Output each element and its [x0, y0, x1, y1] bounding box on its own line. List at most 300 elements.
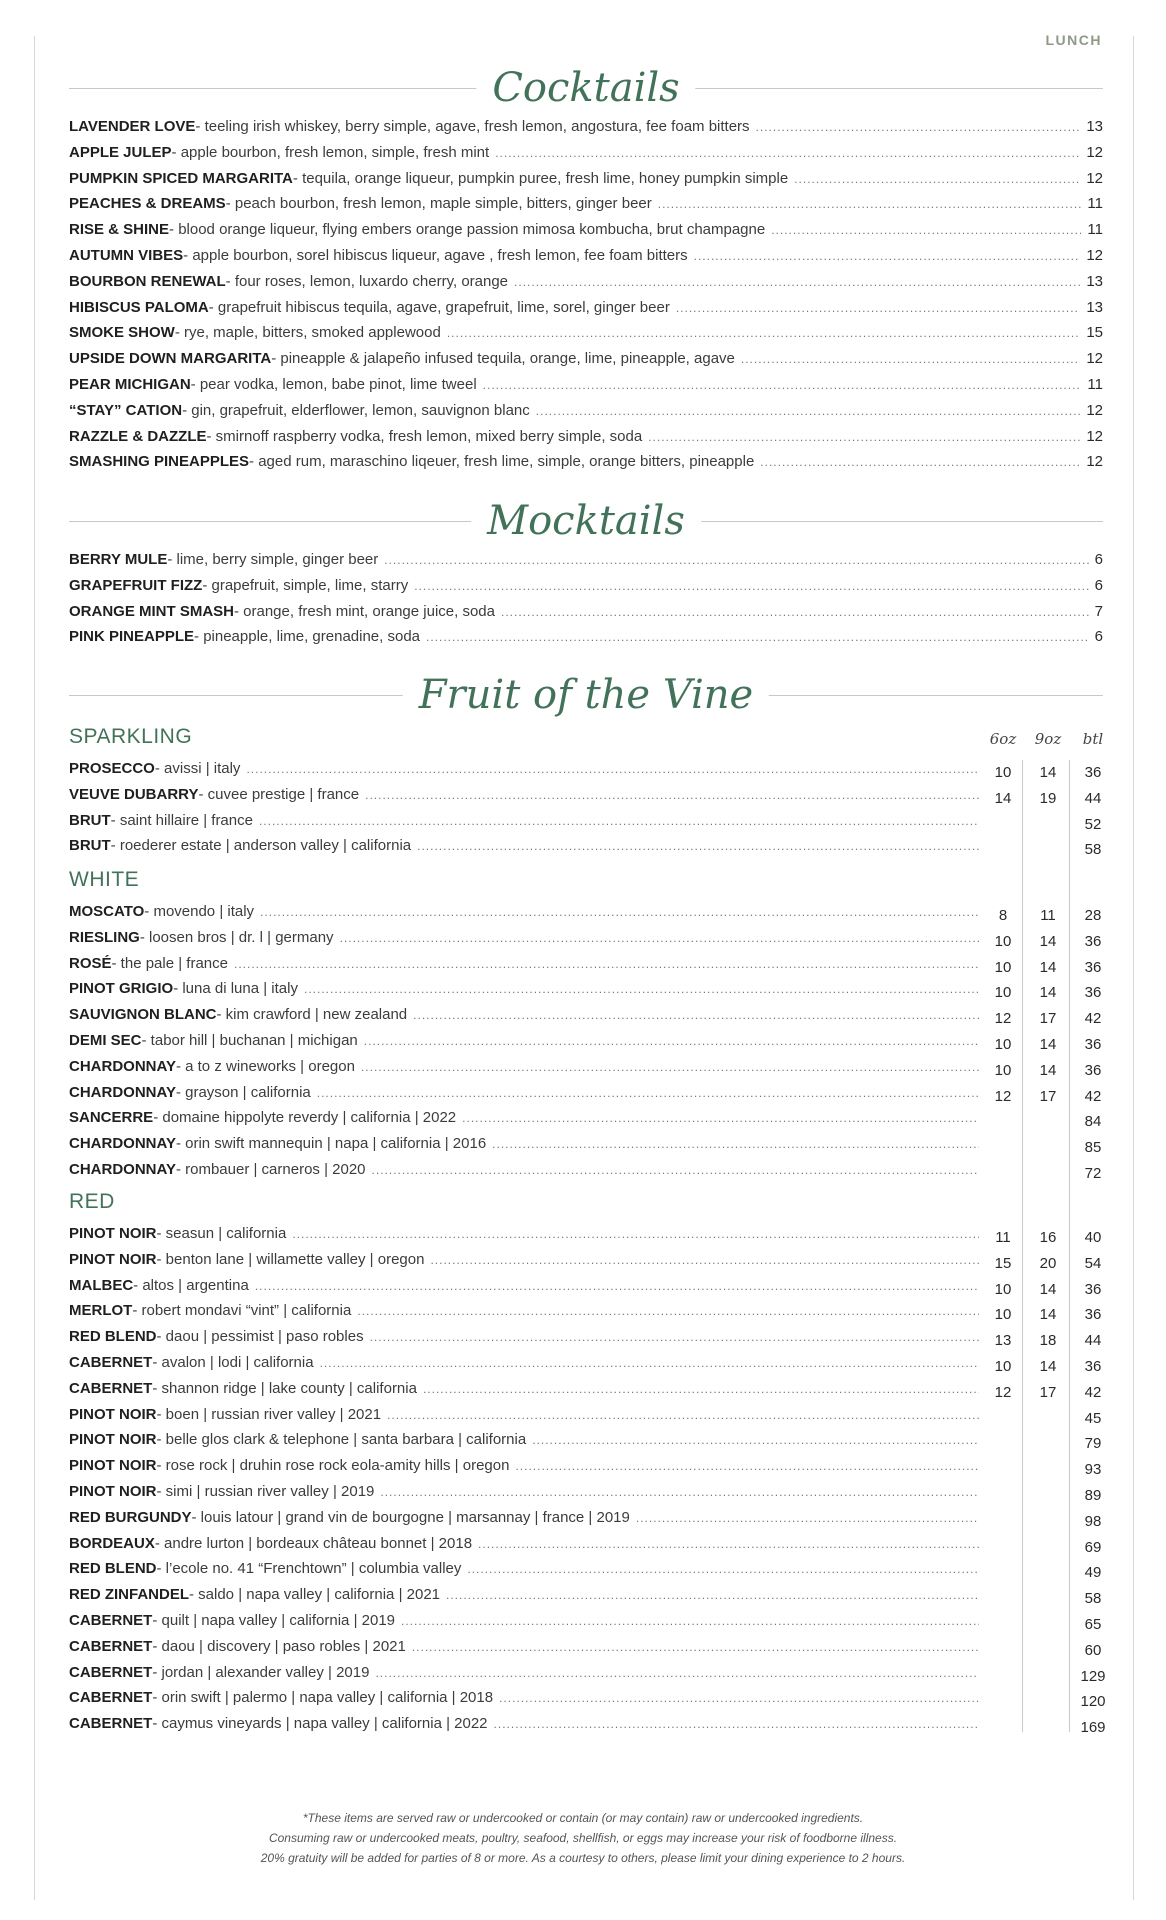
- cocktails-heading: [69, 63, 1103, 113]
- item-price: 12: [1086, 453, 1103, 471]
- menu-item: [69, 376, 1103, 402]
- mocktails-heading: [69, 496, 1103, 546]
- wine-price-p9: 11: [1040, 907, 1056, 924]
- item-name: RED ZINFANDEL: [69, 1586, 189, 1604]
- wine-price-p9: 18: [1039, 1332, 1057, 1350]
- menu-item: [69, 1084, 983, 1110]
- wine-category-title: RED: [69, 1190, 115, 1213]
- item-description: - belle glos clark & telephone | santa barbara | california: [156, 1431, 527, 1449]
- dot-leader: [246, 762, 979, 776]
- item-name: RIESLING: [69, 928, 140, 946]
- wine-price-p9: [1028, 1638, 1068, 1664]
- wine-price-btl: 60: [1084, 1641, 1102, 1659]
- item-description: - saint hillaire | france: [110, 811, 253, 829]
- item-name: DEMI SEC: [69, 1031, 142, 1049]
- lunch-label: LUNCH: [1045, 32, 1102, 48]
- item-price: 6: [1094, 576, 1103, 594]
- dot-leader: [694, 249, 1081, 263]
- item-name: CHARDONNAY: [69, 1083, 176, 1101]
- wine-price-btl: 42: [1084, 1010, 1102, 1028]
- menu-item: [69, 1328, 983, 1354]
- menu-item: [69, 428, 1103, 454]
- item-description: - aged rum, maraschino liqeuer, fresh lime, simple, orange bitters, pineapple: [249, 453, 755, 471]
- wine-price-p9: [1028, 1431, 1068, 1457]
- item-description: - daou | discovery | paso robles | 2021: [152, 1637, 406, 1655]
- menu-item: [69, 1302, 983, 1328]
- item-price: 12: [1086, 143, 1103, 161]
- dot-leader: [426, 630, 1089, 644]
- item-name: SMOKE SHOW: [69, 324, 175, 342]
- dot-leader: [364, 1034, 979, 1048]
- item-description: - rose rock | druhin rose rock eola-amity hills | oregon: [156, 1457, 510, 1475]
- wine-price-btl: 84: [1084, 1113, 1102, 1131]
- wine-category-list: [69, 760, 983, 863]
- dot-leader: [401, 1614, 979, 1628]
- menu-item: [69, 118, 1103, 144]
- item-description: - seasun | california: [156, 1225, 287, 1242]
- wine-price-btl: 54: [1084, 1254, 1102, 1272]
- item-name: PINOT NOIR: [69, 1457, 157, 1475]
- dot-leader: [756, 120, 1081, 134]
- dot-leader: [794, 172, 1080, 186]
- item-name: SAUVIGNON BLANC: [69, 1006, 217, 1024]
- wine-price-btl: 85: [1084, 1139, 1102, 1157]
- wine-price-btl: 89: [1084, 1486, 1102, 1504]
- wine-price-p6: [983, 1431, 1023, 1457]
- menu-item: [69, 1225, 983, 1251]
- dot-leader: [387, 1408, 979, 1422]
- wine-price-btl: 36: [1084, 1357, 1102, 1375]
- dot-leader: [771, 223, 1081, 237]
- wine-price-p9: [1028, 1560, 1068, 1586]
- footer-notes: [0, 1808, 1166, 1868]
- wine-price-p6: [983, 1689, 1023, 1715]
- price-column-p9: [1028, 903, 1068, 1187]
- wine-price-p6: [983, 1135, 1023, 1161]
- dot-leader: [361, 1060, 979, 1074]
- dot-leader: [234, 957, 979, 971]
- item-description: - daou | pessimist | paso robles: [156, 1328, 364, 1346]
- wine-heading: [69, 670, 1103, 720]
- item-description: - pineapple & jalapeño infused tequila, orange, lime, pineapple, agave: [271, 350, 735, 368]
- item-name: CABERNET: [69, 1689, 153, 1707]
- item-name: CHARDONNAY: [69, 1135, 176, 1153]
- item-name: AUTUMN VIBES: [69, 246, 184, 264]
- wine-price-p6: [983, 1638, 1023, 1664]
- item-name: “STAY” CATION: [69, 401, 183, 419]
- item-description: - orin swift | palermo | napa valley | california | 2018: [152, 1689, 494, 1707]
- dot-leader: [372, 1163, 979, 1177]
- item-name: ROSÉ: [69, 954, 112, 972]
- wine-price-p9: 17: [1039, 1010, 1057, 1028]
- dot-leader: [501, 605, 1089, 619]
- item-price: 13: [1086, 298, 1103, 316]
- menu-item: [69, 1689, 983, 1715]
- wine-price-p9: [1028, 1406, 1068, 1432]
- wine-price-btl: 45: [1084, 1409, 1102, 1427]
- dot-leader: [495, 146, 1080, 160]
- dot-leader: [467, 1562, 979, 1576]
- wine-price-btl: 36: [1084, 958, 1102, 976]
- wine-price-p9: 20: [1039, 1254, 1057, 1272]
- item-description: - lime, berry simple, ginger beer: [167, 551, 379, 568]
- left-border-line: [34, 36, 35, 1900]
- menu-item: [69, 402, 1103, 428]
- menu-item: [69, 453, 1103, 479]
- wine-category-title: SPARKLING: [69, 725, 193, 748]
- item-name: PEACHES & DREAMS: [69, 195, 226, 213]
- menu-item: [69, 170, 1103, 196]
- wine-price-p6: [983, 812, 1023, 838]
- price-column-p6: [983, 1225, 1023, 1741]
- item-price: 12: [1086, 401, 1103, 419]
- dot-leader: [494, 1717, 979, 1731]
- menu-item: [69, 603, 1103, 629]
- menu-item: [69, 1058, 983, 1084]
- item-name: PINOT NOIR: [69, 1250, 157, 1268]
- item-description: - gin, grapefruit, elderflower, lemon, sauvignon blanc: [182, 401, 530, 419]
- wine-price-p9: [1028, 1664, 1068, 1690]
- wine-price-btl: 98: [1084, 1512, 1102, 1530]
- wine-price-btl: 28: [1084, 907, 1102, 924]
- menu-item: [69, 628, 1103, 654]
- wine-price-btl: 36: [1084, 932, 1102, 950]
- item-description: - grapefruit hibiscus tequila, agave, grapefruit, lime, sorel, ginger beer: [208, 298, 670, 316]
- dot-leader: [483, 378, 1082, 392]
- item-price: 12: [1086, 169, 1103, 187]
- item-description: - teeling irish whiskey, berry simple, agave, fresh lemon, angostura, fee foam bitters: [195, 118, 750, 135]
- item-description: - kim crawford | new zealand: [216, 1006, 408, 1024]
- wine-price-p9: 14: [1039, 1035, 1057, 1053]
- wine-price-p6: [983, 837, 1023, 863]
- item-price: 15: [1086, 324, 1103, 342]
- menu-item: [69, 1006, 983, 1032]
- footer-line-3: 20% gratuity will be added for parties of 8 or more. As a courtesy to others, please limit your dining experience to 2 hours.: [260, 1851, 906, 1865]
- cocktails-title: Cocktails: [476, 63, 695, 113]
- wine-price-p6: [983, 1161, 1023, 1187]
- item-description: - boen | russian river valley | 2021: [156, 1405, 382, 1423]
- menu-item: [69, 903, 983, 929]
- wine-price-p9: [1028, 1109, 1068, 1135]
- cocktail-list: [69, 118, 1103, 479]
- item-name: CHARDONNAY: [69, 1160, 176, 1178]
- wine-price-p6: 12: [994, 1010, 1012, 1028]
- menu-item: [69, 1612, 983, 1638]
- wine-price-btl: 52: [1084, 815, 1102, 833]
- menu-item: [69, 1509, 983, 1535]
- item-name: APPLE JULEP: [69, 143, 172, 161]
- item-price: 12: [1086, 246, 1103, 264]
- item-description: - a to z wineworks | oregon: [175, 1057, 355, 1075]
- dot-leader: [340, 931, 979, 945]
- item-description: - orange, fresh mint, orange juice, soda: [234, 602, 495, 620]
- menu-item: [69, 1715, 983, 1741]
- item-description: - quilt | napa valley | california | 2019: [152, 1611, 396, 1629]
- dot-leader: [423, 1382, 979, 1396]
- item-name: SMASHING PINEAPPLES: [69, 453, 250, 471]
- mocktail-list: [69, 551, 1103, 654]
- item-name: ORANGE MINT SMASH: [69, 602, 234, 620]
- item-name: PROSECCO: [69, 760, 155, 777]
- wine-price-btl: 44: [1084, 1332, 1102, 1350]
- item-description: - tequila, orange liqueur, pumpkin puree, fresh lime, honey pumpkin simple: [292, 169, 789, 187]
- item-name: CABERNET: [69, 1611, 153, 1629]
- wine-price-p6: [983, 1586, 1023, 1612]
- wine-price-p9: 17: [1039, 1087, 1057, 1105]
- dot-leader: [648, 430, 1080, 444]
- item-description: - saldo | napa valley | california | 2021: [189, 1586, 441, 1604]
- dot-leader: [413, 1008, 979, 1022]
- dot-leader: [260, 905, 979, 919]
- item-description: - altos | argentina: [133, 1276, 249, 1294]
- wine-price-p9: 17: [1039, 1383, 1057, 1401]
- menu-item: [69, 1664, 983, 1690]
- item-price: 6: [1094, 551, 1103, 568]
- wine-price-btl: 40: [1084, 1229, 1102, 1246]
- dot-leader: [412, 1640, 979, 1654]
- dot-leader: [259, 814, 979, 828]
- wine-price-p6: [983, 1483, 1023, 1509]
- wine-price-btl: 79: [1084, 1435, 1102, 1453]
- item-description: - smirnoff raspberry vodka, fresh lemon, mixed berry simple, soda: [206, 427, 643, 445]
- wine-price-p9: [1028, 1715, 1068, 1741]
- footer-line-1: *These items are served raw or undercooked or contain (or may contain) raw or undercooked ingredients.: [302, 1811, 864, 1825]
- menu-item: [69, 1638, 983, 1664]
- wine-price-p6: [983, 1457, 1023, 1483]
- item-description: - simi | russian river valley | 2019: [156, 1482, 375, 1500]
- menu-item: [69, 577, 1103, 603]
- wine-price-p6: 8: [998, 907, 1008, 924]
- column-header-9oz: 9oz: [1034, 730, 1062, 748]
- wine-price-btl: 69: [1084, 1538, 1102, 1556]
- price-column-p9: [1028, 760, 1068, 863]
- wine-price-btl: 44: [1084, 789, 1102, 807]
- item-name: BORDEAUX: [69, 1534, 155, 1552]
- wine-price-p6: 10: [994, 1280, 1012, 1298]
- item-price: 13: [1086, 272, 1103, 290]
- item-price: 11: [1087, 221, 1103, 239]
- item-name: BOURBON RENEWAL: [69, 272, 226, 290]
- menu-item: [69, 1535, 983, 1561]
- wine-price-p9: [1028, 1535, 1068, 1561]
- dot-leader: [499, 1691, 979, 1705]
- dot-leader: [515, 1459, 979, 1473]
- wine-price-p6: 10: [994, 1306, 1012, 1324]
- item-name: BRUT: [69, 837, 111, 855]
- item-price: 6: [1094, 628, 1103, 646]
- item-description: - shannon ridge | lake county | california: [152, 1379, 417, 1397]
- wine-category-list: [69, 1225, 983, 1741]
- item-price: 7: [1094, 602, 1103, 620]
- wine-price-p6: 11: [995, 1229, 1011, 1246]
- wine-price-btl: 72: [1084, 1164, 1102, 1182]
- wine-price-p9: 14: [1039, 764, 1057, 781]
- wine-price-btl: 93: [1084, 1461, 1102, 1479]
- item-description: - caymus vineyards | napa valley | california | 2022: [152, 1715, 488, 1733]
- item-description: - cuvee prestige | france: [198, 785, 360, 803]
- dot-leader: [536, 404, 1081, 418]
- wine-price-p6: 12: [994, 1087, 1012, 1105]
- wine-price-p9: 19: [1039, 789, 1057, 807]
- wine-price-p9: 14: [1039, 1357, 1057, 1375]
- menu-item: [69, 247, 1103, 273]
- item-name: PUMPKIN SPICED MARGARITA: [69, 169, 293, 187]
- dot-leader: [375, 1666, 979, 1680]
- dot-leader: [760, 455, 1080, 469]
- column-header-btl: btl: [1082, 730, 1104, 748]
- mocktails-title: Mocktails: [471, 496, 701, 546]
- wine-price-p6: 10: [994, 958, 1012, 976]
- menu-item: [69, 144, 1103, 170]
- wine-price-btl: 42: [1084, 1383, 1102, 1401]
- dot-leader: [636, 1511, 979, 1525]
- menu-item: [69, 1431, 983, 1457]
- item-description: - peach bourbon, fresh lemon, maple simple, bitters, ginger beer: [225, 195, 652, 213]
- item-description: - loosen bros | dr. l | germany: [139, 928, 334, 946]
- item-price: 13: [1086, 118, 1103, 135]
- menu-item: [69, 551, 1103, 577]
- dot-leader: [492, 1137, 979, 1151]
- column-header-6oz: 6oz: [989, 730, 1017, 748]
- item-name: RISE & SHINE: [69, 221, 170, 239]
- item-name: PINOT NOIR: [69, 1225, 157, 1242]
- wine-price-p6: 13: [994, 1332, 1012, 1350]
- item-description: - jordan | alexander valley | 2019: [152, 1663, 370, 1681]
- wine-price-p9: [1028, 837, 1068, 863]
- menu-item: [69, 1354, 983, 1380]
- menu-item: [69, 837, 983, 863]
- item-price: 11: [1087, 195, 1103, 213]
- price-column-p6: [983, 903, 1023, 1187]
- dot-leader: [292, 1227, 979, 1241]
- item-description: - apple bourbon, fresh lemon, simple, fresh mint: [171, 143, 490, 161]
- wine-price-p9: [1028, 1689, 1068, 1715]
- dot-leader: [365, 788, 979, 802]
- wine-price-p6: 10: [994, 984, 1012, 1002]
- wine-price-p9: 14: [1039, 932, 1057, 950]
- wine-price-btl: 42: [1084, 1087, 1102, 1105]
- menu-item: [69, 350, 1103, 376]
- dot-leader: [414, 579, 1088, 593]
- dot-leader: [430, 1253, 979, 1267]
- menu-item: [69, 760, 983, 786]
- item-description: - benton lane | willamette valley | oregon: [156, 1250, 425, 1268]
- menu-item: [69, 1161, 983, 1187]
- wine-price-btl: 36: [1084, 1280, 1102, 1298]
- item-name: CABERNET: [69, 1353, 153, 1371]
- item-description: - l’ecole no. 41 “Frenchtown” | columbia valley: [156, 1560, 462, 1578]
- item-description: - rye, maple, bitters, smoked applewood: [174, 324, 441, 342]
- item-name: UPSIDE DOWN MARGARITA: [69, 350, 272, 368]
- wine-price-p6: [983, 1560, 1023, 1586]
- wine-price-p6: 15: [994, 1254, 1012, 1272]
- item-name: RED BURGUNDY: [69, 1508, 192, 1526]
- item-name: MALBEC: [69, 1276, 134, 1294]
- item-description: - avissi | italy: [154, 760, 241, 777]
- column-separator-2: [1069, 760, 1070, 1732]
- item-name: MERLOT: [69, 1302, 133, 1320]
- item-name: CABERNET: [69, 1663, 153, 1681]
- item-description: - andre lurton | bordeaux château bonnet | 2018: [154, 1534, 473, 1552]
- item-name: MOSCATO: [69, 903, 145, 920]
- dot-leader: [255, 1279, 979, 1293]
- wine-price-p6: [983, 1664, 1023, 1690]
- menu-item: [69, 1457, 983, 1483]
- dot-leader: [370, 1330, 979, 1344]
- menu-item: [69, 812, 983, 838]
- menu-item: [69, 1135, 983, 1161]
- item-name: RED BLEND: [69, 1328, 157, 1346]
- item-name: RED BLEND: [69, 1560, 157, 1578]
- item-description: - robert mondavi “vint” | california: [132, 1302, 352, 1320]
- dot-leader: [447, 326, 1081, 340]
- item-name: PINOT NOIR: [69, 1431, 157, 1449]
- item-name: CABERNET: [69, 1379, 153, 1397]
- item-name: SANCERRE: [69, 1109, 154, 1127]
- menu-item: [69, 324, 1103, 350]
- wine-price-p6: 14: [994, 789, 1012, 807]
- dot-leader: [446, 1588, 979, 1602]
- wine-price-p6: [983, 1612, 1023, 1638]
- item-name: CHARDONNAY: [69, 1057, 176, 1075]
- dot-leader: [532, 1433, 979, 1447]
- item-description: - roederer estate | anderson valley | california: [110, 837, 412, 855]
- menu-item: [69, 929, 983, 955]
- wine-price-p9: [1028, 1161, 1068, 1187]
- wine-price-p6: [983, 1509, 1023, 1535]
- dot-leader: [320, 1356, 979, 1370]
- wine-price-p9: 16: [1039, 1229, 1057, 1246]
- menu-item: [69, 955, 983, 981]
- menu-item: [69, 1109, 983, 1135]
- wine-price-p6: [983, 1535, 1023, 1561]
- wine-price-p9: 14: [1039, 1306, 1057, 1324]
- price-column-btl: [1073, 760, 1113, 863]
- item-price: 11: [1087, 375, 1103, 393]
- item-description: - grayson | california: [175, 1083, 311, 1101]
- dot-leader: [658, 197, 1082, 211]
- menu-item: [69, 273, 1103, 299]
- menu-item: [69, 1277, 983, 1303]
- wine-price-btl: 36: [1084, 984, 1102, 1002]
- dot-leader: [304, 982, 979, 996]
- menu-item: [69, 1032, 983, 1058]
- item-name: PINOT NOIR: [69, 1482, 157, 1500]
- item-description: - pear vodka, lemon, babe pinot, lime tweel: [190, 375, 477, 393]
- item-description: - luna di luna | italy: [173, 980, 298, 998]
- item-description: - pineapple, lime, grenadine, soda: [194, 628, 421, 646]
- wine-price-btl: 36: [1084, 1306, 1102, 1324]
- item-name: CABERNET: [69, 1637, 153, 1655]
- wine-price-btl: 169: [1080, 1719, 1106, 1737]
- wine-price-p9: 14: [1039, 958, 1057, 976]
- item-name: GRAPEFRUIT FIZZ: [69, 576, 203, 594]
- wine-price-p9: [1028, 812, 1068, 838]
- wine-category-list: [69, 903, 983, 1187]
- wine-price-p6: 10: [994, 764, 1012, 781]
- item-description: - apple bourbon, sorel hibiscus liqueur, agave , fresh lemon, fee foam bitters: [183, 246, 688, 264]
- item-name: BRUT: [69, 811, 111, 829]
- dot-leader: [417, 839, 979, 853]
- item-name: RAZZLE & DAZZLE: [69, 427, 207, 445]
- menu-item: [69, 195, 1103, 221]
- wine-title: Fruit of the Vine: [403, 670, 769, 720]
- wine-price-btl: 58: [1084, 841, 1102, 859]
- menu-item: [69, 1406, 983, 1432]
- dot-leader: [380, 1485, 979, 1499]
- price-column-btl: [1073, 903, 1113, 1187]
- wine-price-p6: 10: [994, 1035, 1012, 1053]
